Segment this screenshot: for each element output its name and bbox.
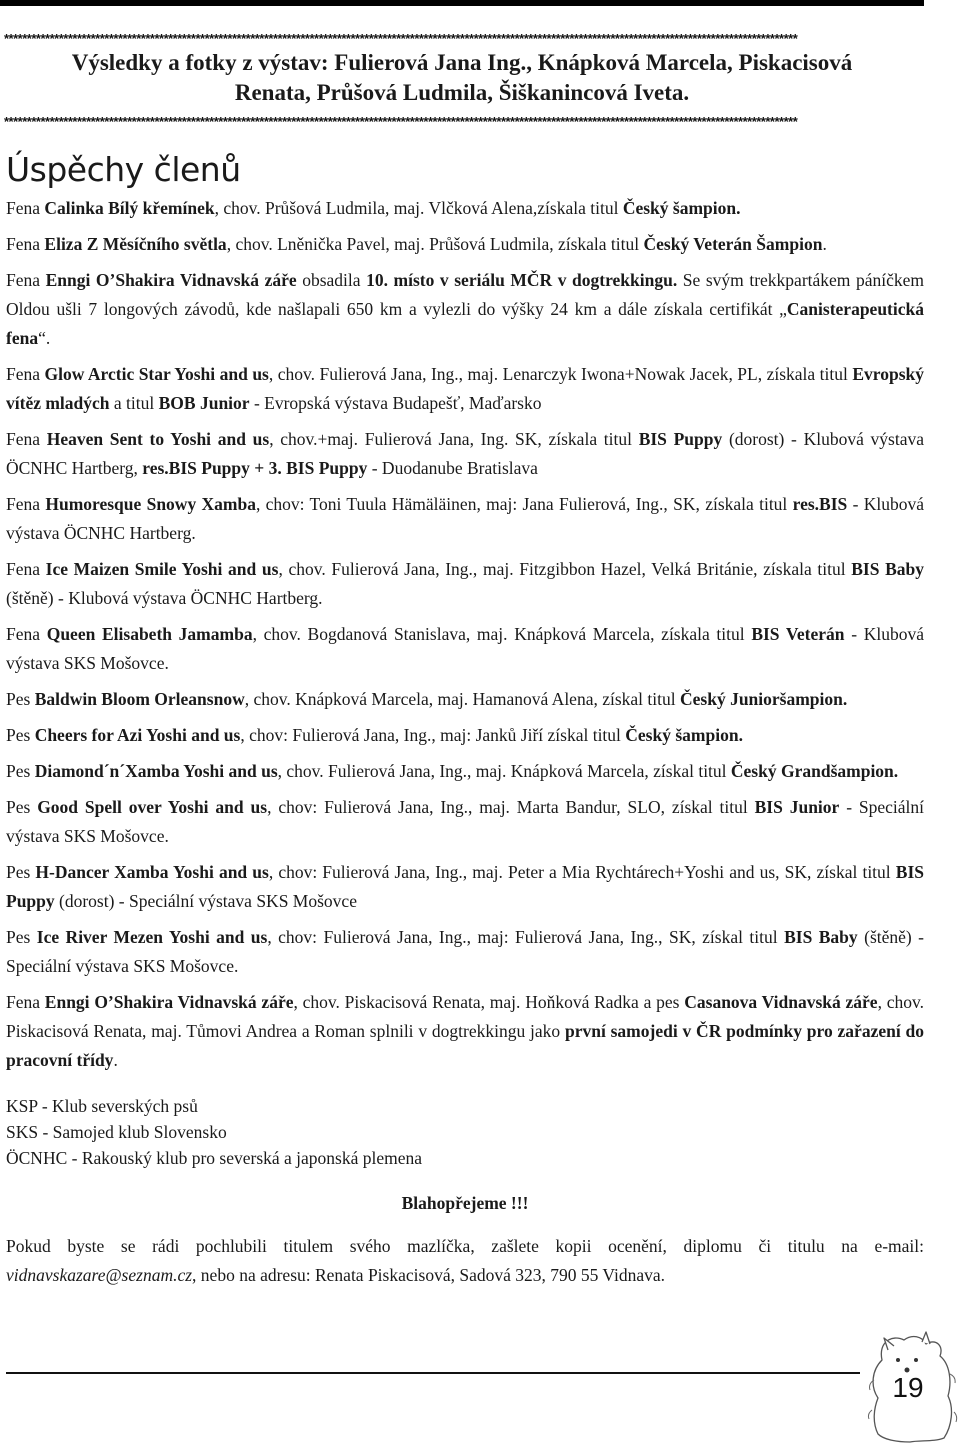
entry-highlight: Humoresque Snowy Xamba (45, 494, 256, 514)
entry-highlight: Good Spell over Yoshi and us (37, 797, 268, 817)
entry-highlight: BOB Junior (158, 393, 250, 413)
entry-highlight: Enngi O’Shakira Vidnavská záře (44, 992, 294, 1012)
entry-text: “. (38, 328, 51, 348)
entry-highlight: 10. místo v seriálu MČR v dogtrekkingu. (366, 270, 678, 290)
entry-highlight: Queen Elisabeth Jamamba (46, 624, 253, 644)
entry-highlight: Diamond´n´Xamba Yoshi and us (34, 761, 278, 781)
entry-text: Fena (6, 364, 45, 384)
result-entry (6, 620, 924, 678)
entry-text: (štěně) - Speciální výstava SKS Mošovce. (6, 927, 925, 976)
result-entry (6, 793, 924, 851)
entry-text: , chov. Fulierová Jana, Ing., maj. Knápková Marcela, získal titul (277, 761, 731, 781)
entry-text: , chov. Fulierová Jana, Ing., maj. Lenarczyk Iwona+Nowak Jacek, PL, získala titul (268, 364, 853, 384)
entry-text: Pes (6, 725, 35, 745)
entry-text: , chov: Fulierová Jana, Ing., maj. Marta Bandur, SLO, získal titul (267, 797, 755, 817)
entry-highlight: první samojedi v ČR podmínky pro zařazení do pracovní třídy (6, 1021, 924, 1070)
entry-text: - Klubová výstava ÖCNHC Hartberg. (6, 494, 924, 543)
entry-text: Pes (6, 761, 35, 781)
entry-text: (dorost) - Klubová výstava ÖCNHC Hartberg, (6, 429, 925, 478)
entry-text: Fena (6, 234, 45, 254)
result-entry (6, 988, 924, 1075)
abbreviation-ocnhc: ÖCNHC - Rakouský klub pro severská a japonská plemena (6, 1148, 423, 1168)
entry-text: - Duodanube Bratislava (367, 458, 538, 478)
entry-highlight: res.BIS (792, 494, 848, 514)
entry-text: , chov. Lněnička Pavel, maj. Průšová Ludmila, získala titul (226, 234, 644, 254)
result-entry (6, 721, 924, 750)
entry-text: , chov. Knápková Marcela, maj. Hamanová Alena, získal titul (244, 689, 680, 709)
result-entry (6, 194, 924, 223)
section-title: Úspěchy členů (6, 150, 241, 189)
result-entry (6, 757, 924, 786)
entry-text: (dorost) - Speciální výstava SKS Mošovce (54, 891, 357, 911)
header-line-1: Výsledky a fotky z výstav: Fulierová Jana Ing., Knápková Marcela, Piskacisová (71, 50, 853, 75)
entry-highlight: Český Junioršampion. (680, 689, 848, 709)
entry-highlight: H-Dancer Xamba Yoshi and us (35, 862, 269, 882)
entry-highlight: BIS Puppy (6, 862, 924, 911)
entry-text: Pes (6, 797, 38, 817)
result-entry (6, 425, 924, 483)
entry-text: , chov. Piskacisová Renata, maj. Hoňková Radka a pes (293, 992, 685, 1012)
entry-text: Pes (6, 862, 36, 882)
entry-text: , chov: Fulierová Jana, Ing., maj. Peter a Mia Rychtárech+Yoshi and us, SK, získal titul (268, 862, 896, 882)
entry-text: . (113, 1050, 118, 1070)
entry-text: Se svým trekkpartákem páníčkem Oldou ušli 7 longových závodů, kde našlapali 650 km a vylezli do výšky 24 km a dále získala certifikát „ (6, 270, 924, 319)
entry-highlight: Evropský vítěz mladých (6, 364, 924, 413)
entry-highlight: Eliza Z Měsíčního světla (44, 234, 227, 254)
entry-text: . (822, 234, 827, 254)
entry-highlight: Ice River Mezen Yoshi and us (36, 927, 268, 947)
entry-highlight: BIS Veterán (751, 624, 845, 644)
entry-highlight: Casanova Vidnavská záře (684, 992, 878, 1012)
results-content (6, 194, 924, 1290)
result-entry (6, 360, 924, 418)
page-number: 19 (892, 1372, 924, 1403)
entry-text: Fena (6, 494, 46, 514)
result-entry (6, 266, 924, 353)
entry-text: , chov: Fulierová Jana, Ing., maj: Fulierová Jana, Ing., SK, získal titul (267, 927, 785, 947)
page-header (0, 48, 924, 108)
results-list (6, 194, 924, 1075)
footer-rule (6, 1372, 860, 1374)
abbreviation-sks: SKS - Samojed klub Slovensko (6, 1122, 227, 1142)
entry-text: Fena (6, 270, 46, 290)
result-entry (6, 685, 924, 714)
entry-text: Fena (6, 429, 47, 449)
entry-text: a titul (109, 393, 159, 413)
result-entry (6, 555, 924, 613)
entry-highlight: BIS Puppy (638, 429, 723, 449)
entry-highlight: BIS Junior (754, 797, 840, 817)
entry-text: , chov. Bogdanová Stanislava, maj. Knápková Marcela, získala titul (252, 624, 752, 644)
entry-highlight: BIS Baby (784, 927, 858, 947)
entry-text: - Speciální výstava SKS Mošovce. (6, 797, 925, 846)
entry-highlight: Český šampion. (625, 725, 743, 745)
entry-highlight: Ice Maizen Smile Yoshi and us (45, 559, 279, 579)
entry-text: (štěně) - Klubová výstava ÖCNHC Hartberg. (6, 588, 323, 608)
header-line-2: Renata, Průšová Ludmila, Šiškanincová Iveta. (234, 80, 690, 105)
entry-highlight: res.BIS Puppy + 3. BIS Puppy (142, 458, 368, 478)
result-entry (6, 923, 924, 981)
star-divider-top: ****************************************************************************************************************************************************************************** (4, 32, 798, 46)
entry-highlight: Cheers for Azi Yoshi and us (34, 725, 241, 745)
entry-highlight: Calinka Bílý křemínek (44, 198, 215, 218)
abbreviations-list (6, 1093, 924, 1171)
contact-address: , nebo na adresu: Renata Piskacisová, Sadová 323, 790 55 Vidnava. (192, 1265, 666, 1285)
entry-text: - Klubová výstava SKS Mošovce. (6, 624, 924, 673)
entry-highlight: Enngi O’Shakira Vidnavská záře (45, 270, 297, 290)
entry-text: obsadila (296, 270, 367, 290)
entry-highlight: Český Grandšampion. (730, 761, 899, 781)
entry-text: Fena (6, 198, 45, 218)
entry-highlight: Český šampion. (622, 198, 741, 218)
congratulations: Blahopřejeme !!! (401, 1193, 529, 1213)
entry-highlight: Heaven Sent to Yoshi and us (46, 429, 270, 449)
entry-text: - Evropská výstava Budapešť, Maďarsko (249, 393, 542, 413)
abbreviation-ksp: KSP - Klub severských psů (6, 1096, 198, 1116)
entry-highlight: BIS Baby (851, 559, 924, 579)
result-entry (6, 230, 924, 259)
entry-text: Fena (6, 559, 46, 579)
entry-text: , chov. Fulierová Jana, Ing., maj. Fitzgibbon Hazel, Velká Británie, získala titul (278, 559, 852, 579)
entry-highlight: Canisterapeutická fena (6, 299, 924, 348)
entry-highlight: Český Veterán Šampion (643, 234, 823, 254)
contact-text: Pokud byste se rádi pochlubili titulem svého mazlíčka, zašlete kopii ocenění, diplomu či titulu na e-mail: (6, 1236, 924, 1256)
contact-paragraph (6, 1232, 924, 1290)
entry-highlight: Baldwin Bloom Orleansnow (34, 689, 245, 709)
star-divider-bottom: ****************************************************************************************************************************************************************************** (4, 115, 798, 129)
entry-text: , chov: Toni Tuula Hämäläinen, maj: Jana Fulierová, Ing., SK, získala titul (255, 494, 793, 514)
top-rule (0, 0, 924, 6)
contact-email[interactable]: vidnavskazare@seznam.cz (6, 1265, 193, 1285)
entry-text: Fena (6, 624, 47, 644)
entry-text: , chov: Fulierová Jana, Ing., maj: Janků Jiří získal titul (240, 725, 626, 745)
result-entry (6, 858, 924, 916)
entry-text: Pes (6, 689, 35, 709)
entry-text: , chov. Piskacisová Renata, maj. Tůmovi Andrea a Roman splnili v dogtrekkingu jako (6, 992, 924, 1041)
entry-text: Fena (6, 992, 45, 1012)
entry-highlight: Glow Arctic Star Yoshi and us (44, 364, 269, 384)
entry-text: Pes (6, 927, 37, 947)
entry-text: , chov. Průšová Ludmila, maj. Vlčková Alena,získala titul (214, 198, 623, 218)
result-entry (6, 490, 924, 548)
entry-text: , chov.+maj. Fulierová Jana, Ing. SK, získala titul (269, 429, 639, 449)
